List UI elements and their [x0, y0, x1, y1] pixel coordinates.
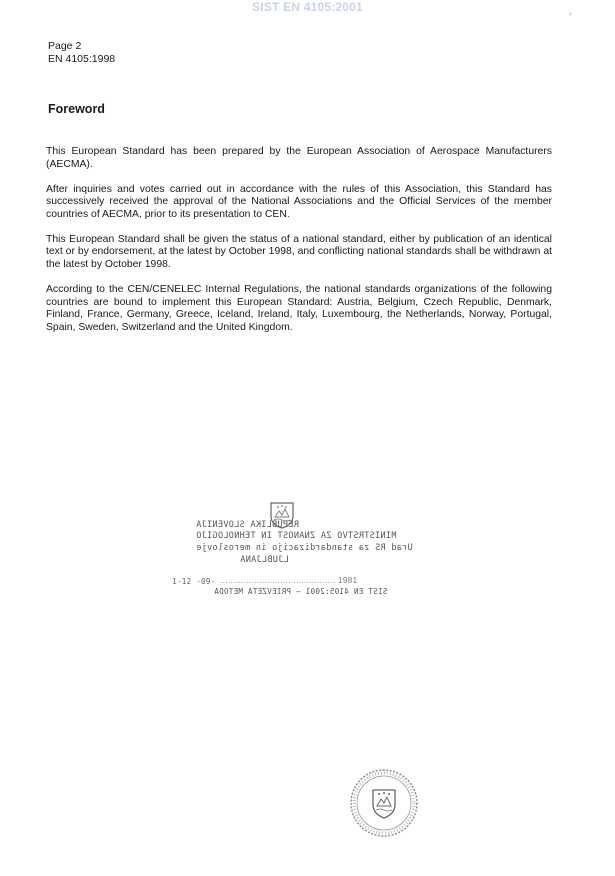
paragraph: This European Standard shall be given the status of a national standard, either by publication of an identical text or by endorsement, at the latest by October 1998, and conflicting national standards shall be withdrawn at the latest by October 1998.: [46, 233, 552, 270]
stamp-text-line: LJUBLJANA: [240, 555, 289, 565]
page-header: [48, 40, 115, 66]
stamp-text-line: Urad RS za standardizacijo in meroslovje: [196, 543, 413, 553]
foreword-body: [46, 146, 552, 347]
official-seal-icon: [349, 768, 419, 838]
stamp-text-line: SIST EN 4105:2001 — PRIEVZETA METODA: [214, 587, 388, 596]
stamp-text-line: REPUBLIKA SLOVENIJA: [196, 520, 299, 530]
document-watermark: SIST EN 4105:2001: [252, 0, 363, 14]
paragraph: This European Standard has been prepared by the European Association of Aerospace Manufacturers (AECMA).: [46, 146, 552, 170]
paragraph: According to the CEN/CENELEC Internal Regulations, the national standards organizations of the following countries are bound to implement this European Standard: Austria, Belgium, Czech Republic, Denmark, Finland, France, Germany, Greece, Iceland, Ireland, Italy, Luxembourg, the Netherlands, Norway, Portugal, Spain, Sweden, Switzerland and the United Kingdom.: [46, 283, 552, 333]
stamp-text-line: MINISTRSTVO ZA ZNANOST IN TEHNOLOGIJO: [196, 531, 397, 541]
document-id: EN 4105:1998: [48, 53, 116, 65]
corner-mark: ′: [570, 12, 572, 21]
stamp-dotted-line: ............................................ 1981: [220, 576, 358, 585]
page-number: Page 2: [48, 40, 82, 52]
section-title: Foreword: [48, 102, 105, 116]
stamp-date: 1-12 -09-: [172, 577, 216, 586]
paragraph: After inquiries and votes carried out in accordance with the rules of this Association, this Standard has successively received the approval of the National Associations and the Official Services of the member countries of AECMA, prior to its presentation to CEN.: [46, 183, 552, 220]
